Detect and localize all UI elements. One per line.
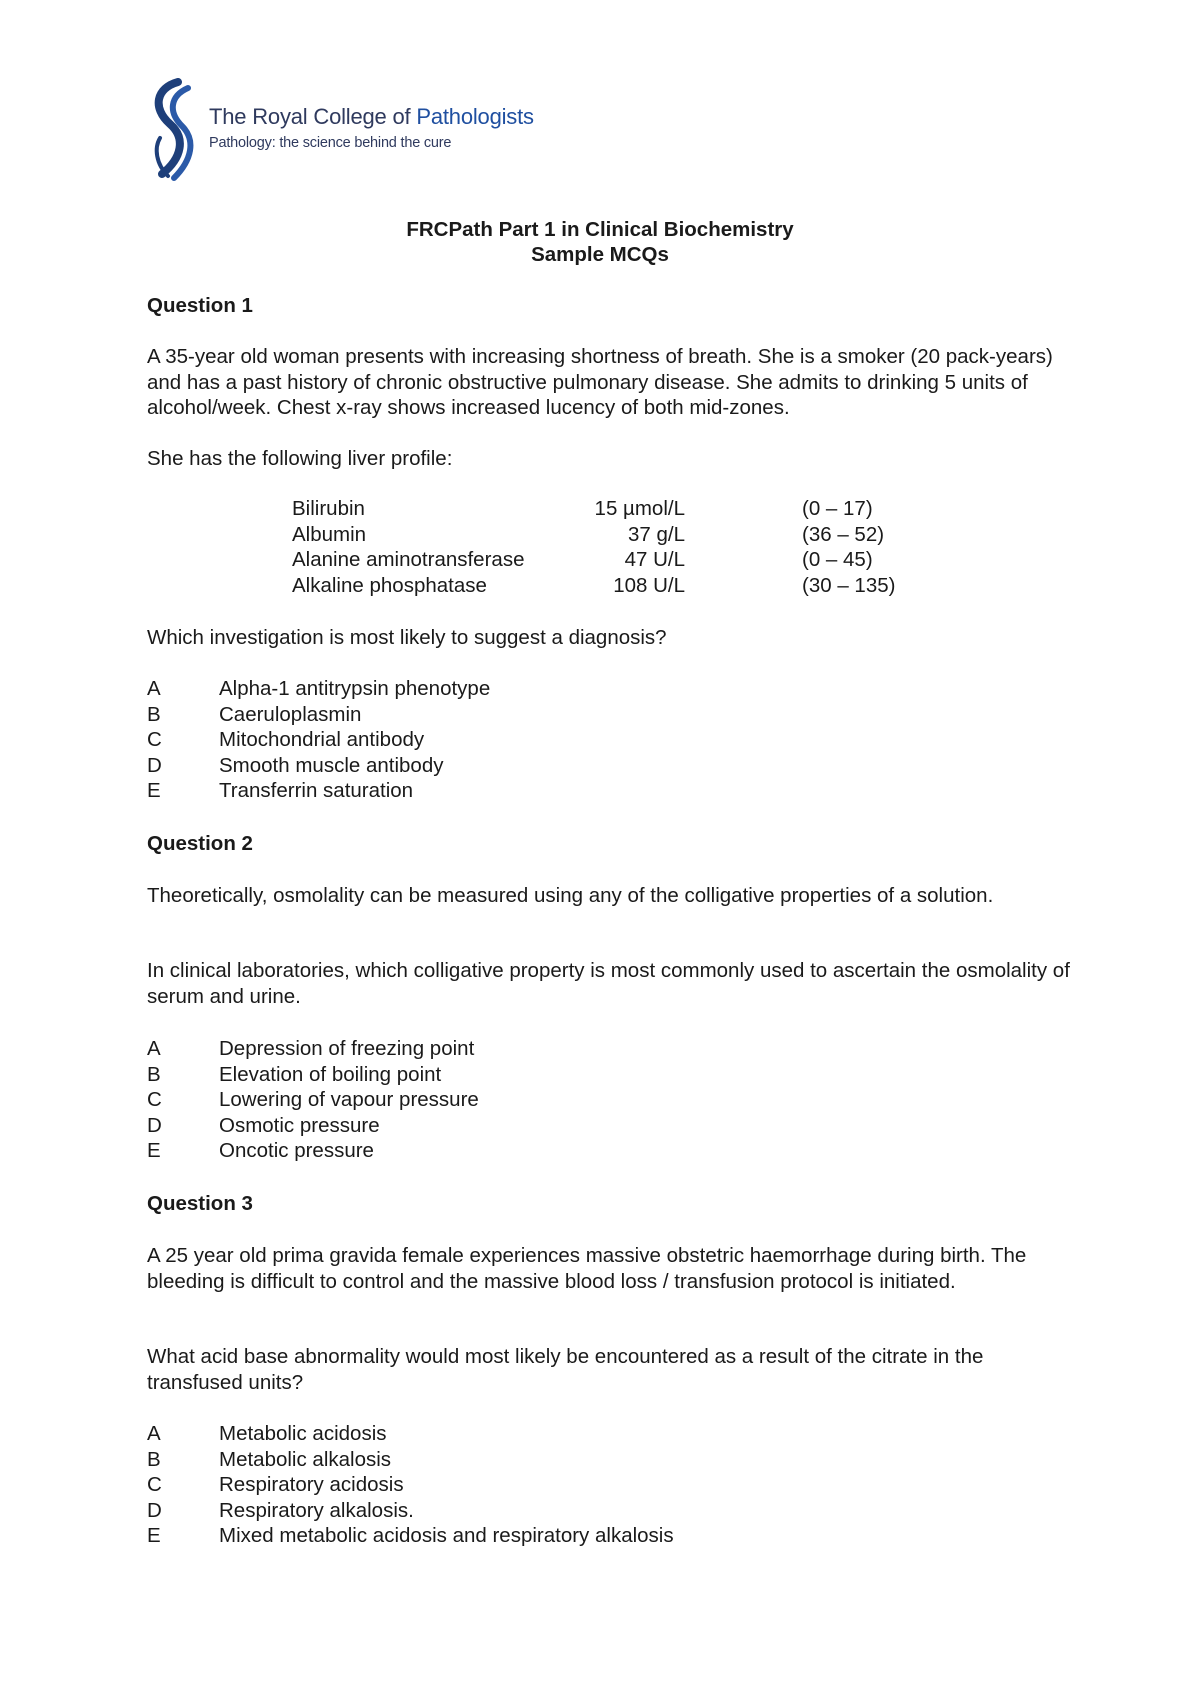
option-text: Metabolic alkalosis: [219, 1447, 392, 1471]
test-range: (30 – 135): [802, 573, 896, 597]
question-3-stem: A 25 year old prima gravida female experiences massive obstetric haemorrhage during birth. The bleeding is difficult to control and the massive blood loss / transfusion protocol is initiated.: [147, 1244, 1027, 1293]
option-letter: C: [147, 1088, 162, 1112]
table-row: [292, 496, 932, 522]
table-row: [292, 522, 932, 548]
option-letter: B: [147, 1062, 161, 1086]
test-value: 108 U/L: [613, 573, 685, 597]
liver-profile-table: [292, 496, 932, 598]
option-letter: B: [147, 702, 161, 726]
option-letter: D: [147, 1498, 162, 1522]
option-text: Alpha-1 antitrypsin phenotype: [219, 677, 491, 700]
test-name: Albumin: [292, 522, 367, 546]
option-letter: A: [147, 1037, 161, 1060]
question-1-prompt: Which investigation is most likely to suggest a diagnosis?: [147, 626, 667, 649]
question-2-prompt: In clinical laboratories, which colligative property is most commonly used to ascertain the osmolality of serum and urine.: [147, 959, 1070, 1008]
test-name: Alkaline phosphatase: [292, 573, 487, 597]
option-text: Lowering of vapour pressure: [219, 1088, 479, 1112]
option-letter: E: [147, 1139, 161, 1163]
option-text: Elevation of boiling point: [219, 1062, 442, 1086]
option-text: Transferrin saturation: [219, 779, 414, 803]
option-text: Osmotic pressure: [219, 1113, 380, 1137]
option-letter: D: [147, 1113, 162, 1137]
test-range: (0 – 45): [802, 548, 873, 572]
option-letter: D: [147, 753, 162, 777]
option-letter: C: [147, 728, 162, 752]
document-subtitle: Sample MCQs: [531, 243, 669, 266]
option-text: Respiratory acidosis: [219, 1473, 404, 1497]
option-text: Caeruloplasmin: [219, 702, 362, 726]
question-3-heading: Question 3: [147, 1192, 253, 1215]
option-letter: C: [147, 1473, 162, 1497]
question-3-prompt: What acid base abnormality would most likely be encountered as a result of the citrate in the transfused units?: [147, 1345, 984, 1394]
option-text: Mitochondrial antibody: [219, 728, 425, 752]
option-letter: A: [147, 677, 161, 700]
option-letter: A: [147, 1422, 161, 1445]
table-row: [292, 573, 932, 599]
option-text: Mixed metabolic acidosis and respiratory alkalosis: [219, 1524, 674, 1548]
test-value: 37 g/L: [628, 522, 685, 546]
option-letter: E: [147, 1524, 161, 1548]
test-name: Bilirubin: [292, 497, 365, 520]
test-name: Alanine aminotransferase: [292, 548, 525, 572]
option-text: Respiratory alkalosis.: [219, 1498, 414, 1522]
option-letter: E: [147, 779, 161, 803]
question-2-heading: Question 2: [147, 832, 253, 855]
option-text: Smooth muscle antibody: [219, 753, 444, 777]
question-1-stem: A 35-year old woman presents with increasing shortness of breath. She is a smoker (20 pack-years) and has a past history of chronic obstructive pulmonary disease. She admits to drinking 5 units of alcohol/week. Chest x-ray shows increased lucency of both mid-zones.: [147, 345, 1053, 420]
double-s-emblem-icon: [148, 78, 202, 182]
document-title: FRCPath Part 1 in Clinical Biochemistry: [406, 218, 794, 241]
logo-tagline: Pathology: the science behind the cure: [209, 135, 452, 151]
test-range: (36 – 52): [802, 522, 885, 546]
question-2-stem: Theoretically, osmolality can be measured using any of the colligative properties of a solution.: [147, 884, 994, 907]
option-text: Oncotic pressure: [219, 1139, 374, 1163]
option-letter: B: [147, 1447, 161, 1471]
test-range: (0 – 17): [802, 497, 873, 520]
option-text: Depression of freezing point: [219, 1037, 475, 1060]
question-1-heading: Question 1: [147, 294, 253, 317]
option-text: Metabolic acidosis: [219, 1422, 387, 1445]
test-value: 15 µmol/L: [594, 497, 685, 520]
table-row: [292, 547, 932, 573]
logo-name: The Royal College of Pathologists: [209, 104, 534, 129]
question-1-profile-intro: She has the following liver profile:: [147, 447, 453, 470]
test-value: 47 U/L: [624, 548, 685, 572]
